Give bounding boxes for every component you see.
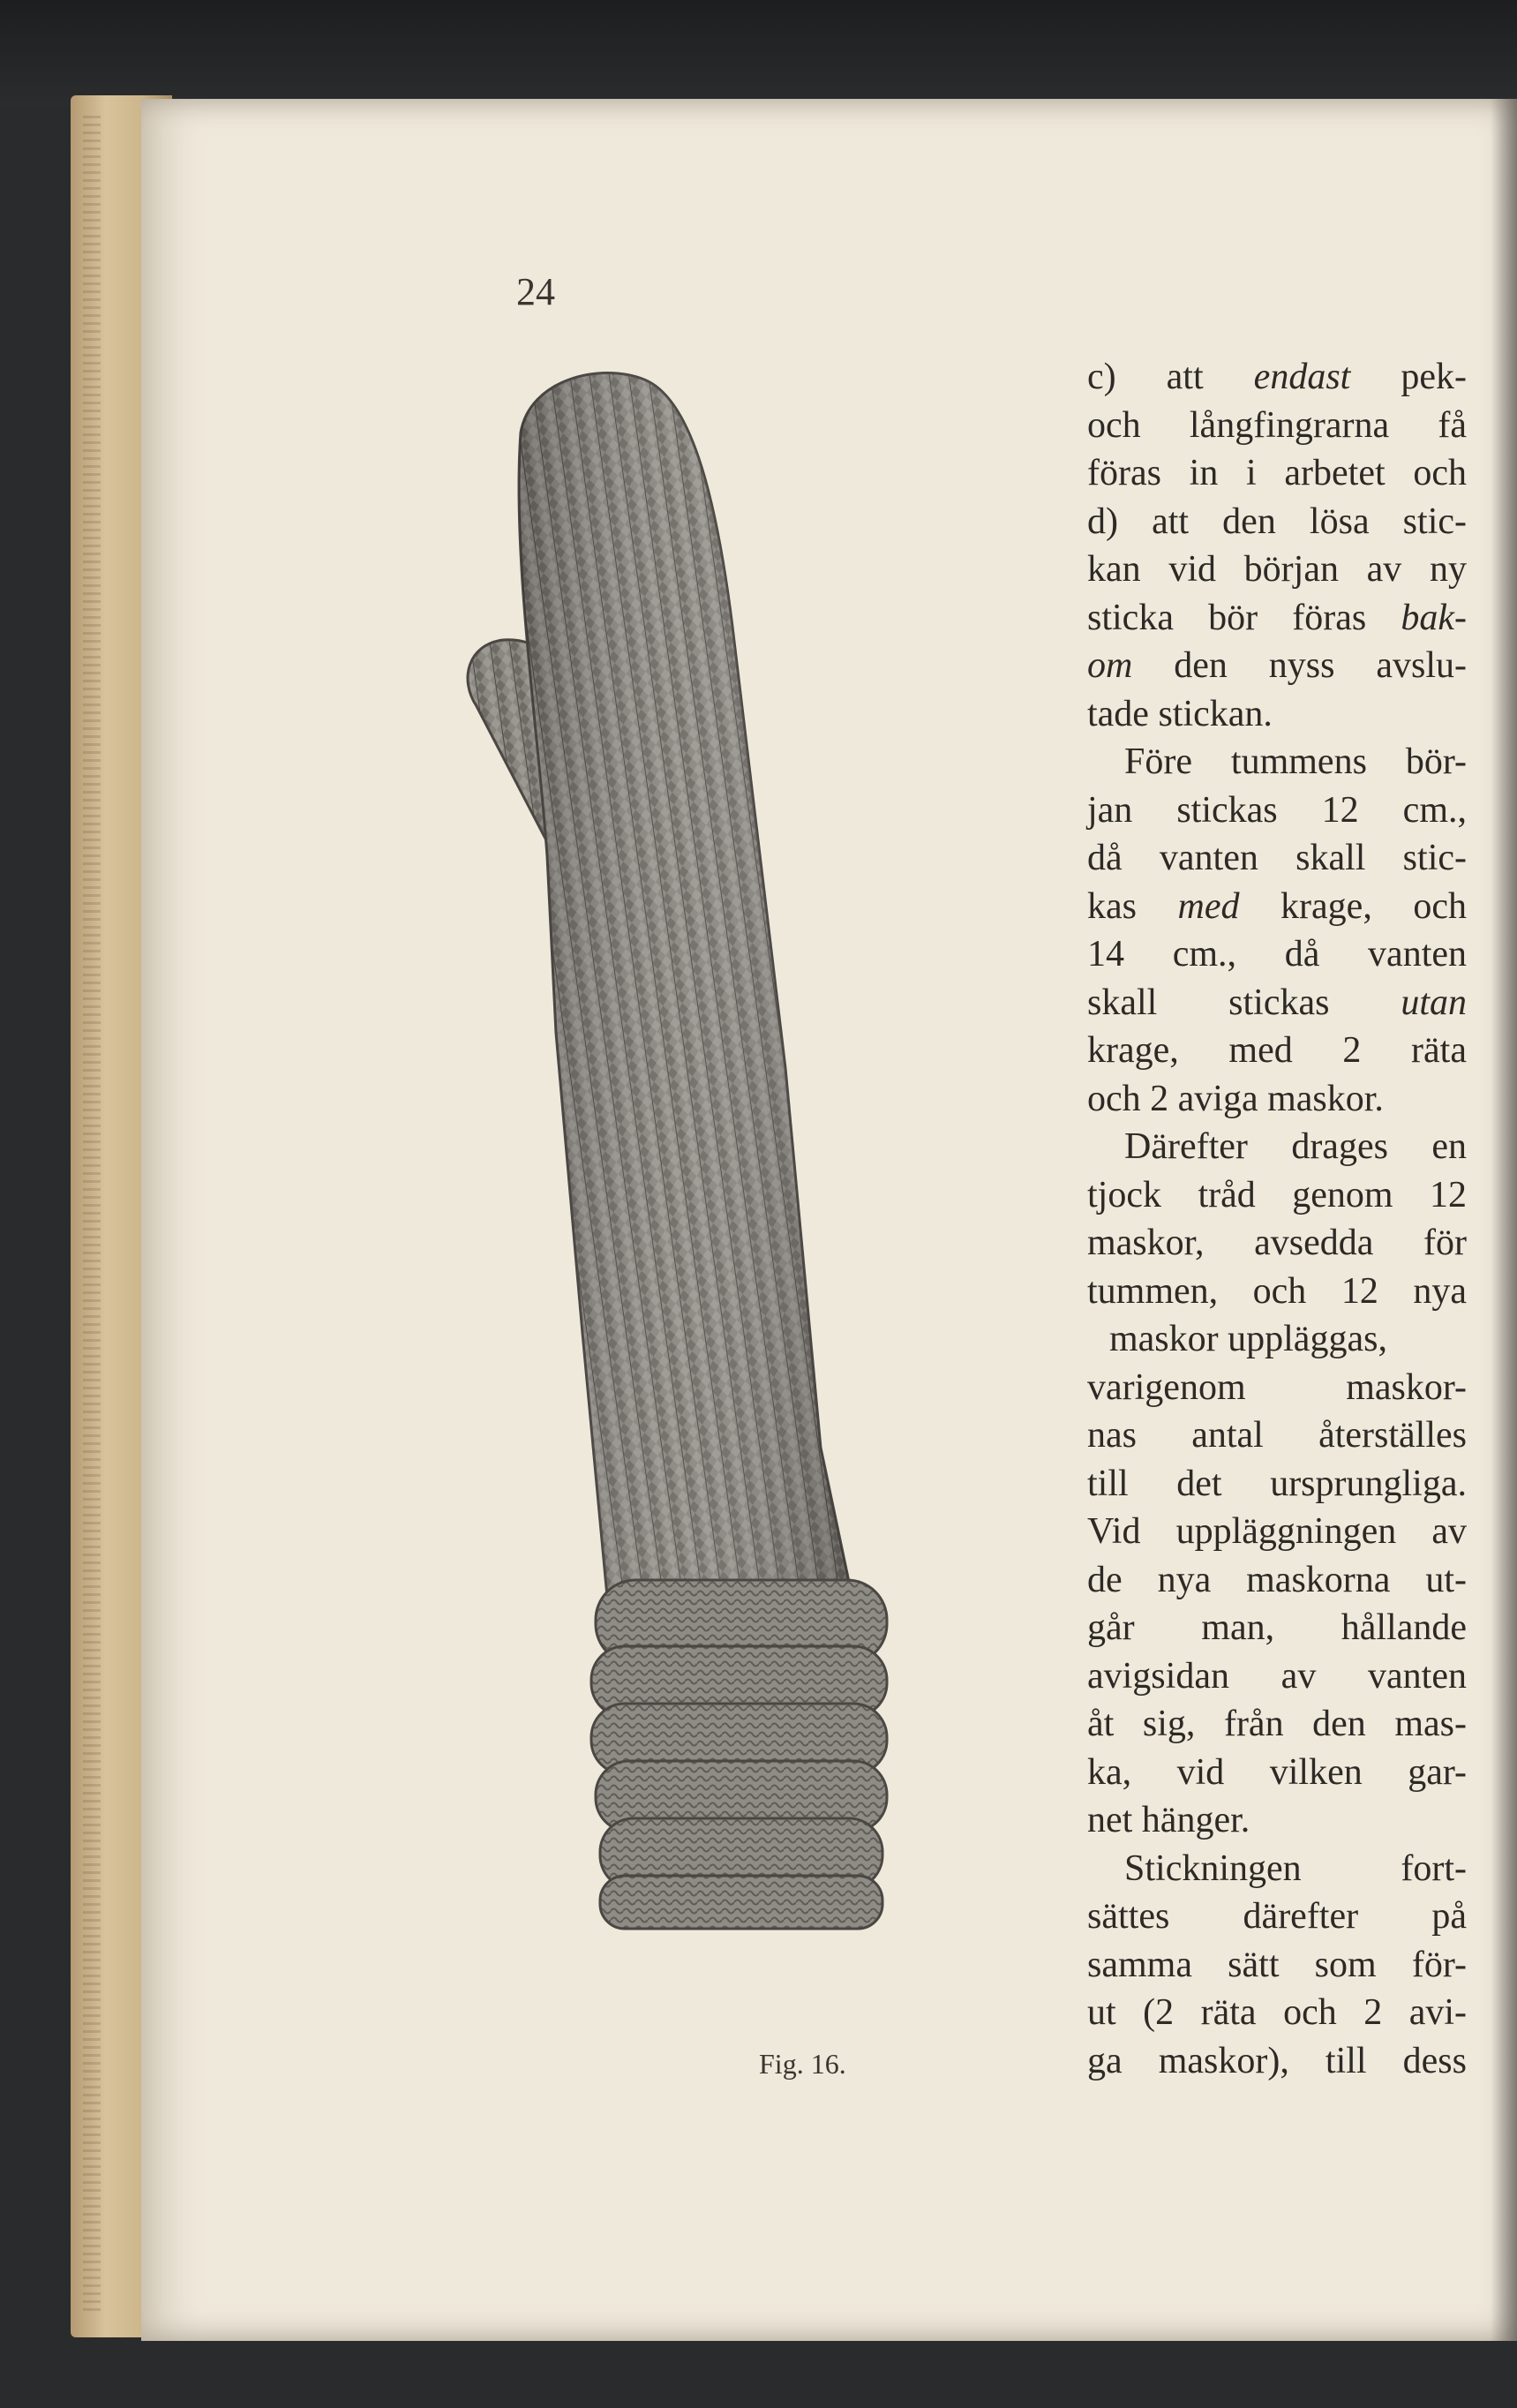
text-line: Vid uppläggningen av [1087,1511,1467,1552]
text-line: krage, med 2 räta [1087,1030,1467,1071]
text-line: skall stickas utan [1087,982,1467,1023]
page-number: 24 [516,270,555,313]
text-line: sticka bör föras bak- [1087,597,1467,638]
text-line: tade stickan. [1087,693,1273,734]
text-line: Före tummens bör- [1124,741,1467,782]
text-line: och 2 aviga maskor. [1087,1078,1384,1119]
text-line: och långfingrarna få [1087,404,1467,446]
text-line: nas antal återställes [1087,1415,1467,1456]
text-line: maskor, avsedda för [1087,1223,1467,1263]
text-line: jan stickas 12 cm., [1087,789,1467,831]
text-line: de nya maskorna ut- [1087,1559,1467,1600]
text-line: Stickningen fort- [1124,1847,1467,1889]
text-line: kas med krage, och [1087,885,1467,927]
text-line: åt sig, från den mas- [1087,1704,1467,1744]
dark-background [0,0,1517,106]
text-line: till det ursprungliga. [1087,1463,1467,1504]
text-line: sättes därefter på [1087,1896,1467,1937]
page-gutter-shadow [1491,99,1517,2341]
text-line: ut (2 räta och 2 avi- [1087,1992,1467,2033]
text-line: tummen, och 12 nya [1087,1270,1467,1312]
text-line: 14 cm., då vanten [1087,934,1467,974]
text-line: maskor uppläggas, [1109,1319,1387,1359]
text-line: varigenom maskor- [1087,1366,1467,1408]
mitten-rolled-cuff [591,1580,887,1929]
text-line: c) att endast pek- [1087,357,1467,397]
text-line: då vanten skall stic- [1087,838,1467,878]
text-line: net hänger. [1087,1800,1250,1840]
text-line: d) att den lösa stic- [1087,500,1467,542]
text-line: föras in i arbetet och [1087,453,1467,493]
text-line: avigsidan av vanten [1087,1655,1467,1697]
text-line: Därefter drages en [1124,1126,1467,1167]
text-line: ka, vid vilken gar- [1087,1751,1467,1793]
text-line: kan vid början av ny [1087,549,1467,590]
knitted-mitten-illustration [450,362,1068,2021]
text-line: om den nyss avslu- [1087,645,1467,686]
body-text-column [1087,353,1467,2085]
figure-caption: Fig. 16. [759,2048,846,2080]
text-line: ga maskor), till dess [1087,2040,1467,2081]
text-line: tjock tråd genom 12 [1087,1174,1467,1215]
text-line: går man, hållande [1087,1607,1467,1648]
text-line: samma sätt som för- [1087,1944,1467,1985]
